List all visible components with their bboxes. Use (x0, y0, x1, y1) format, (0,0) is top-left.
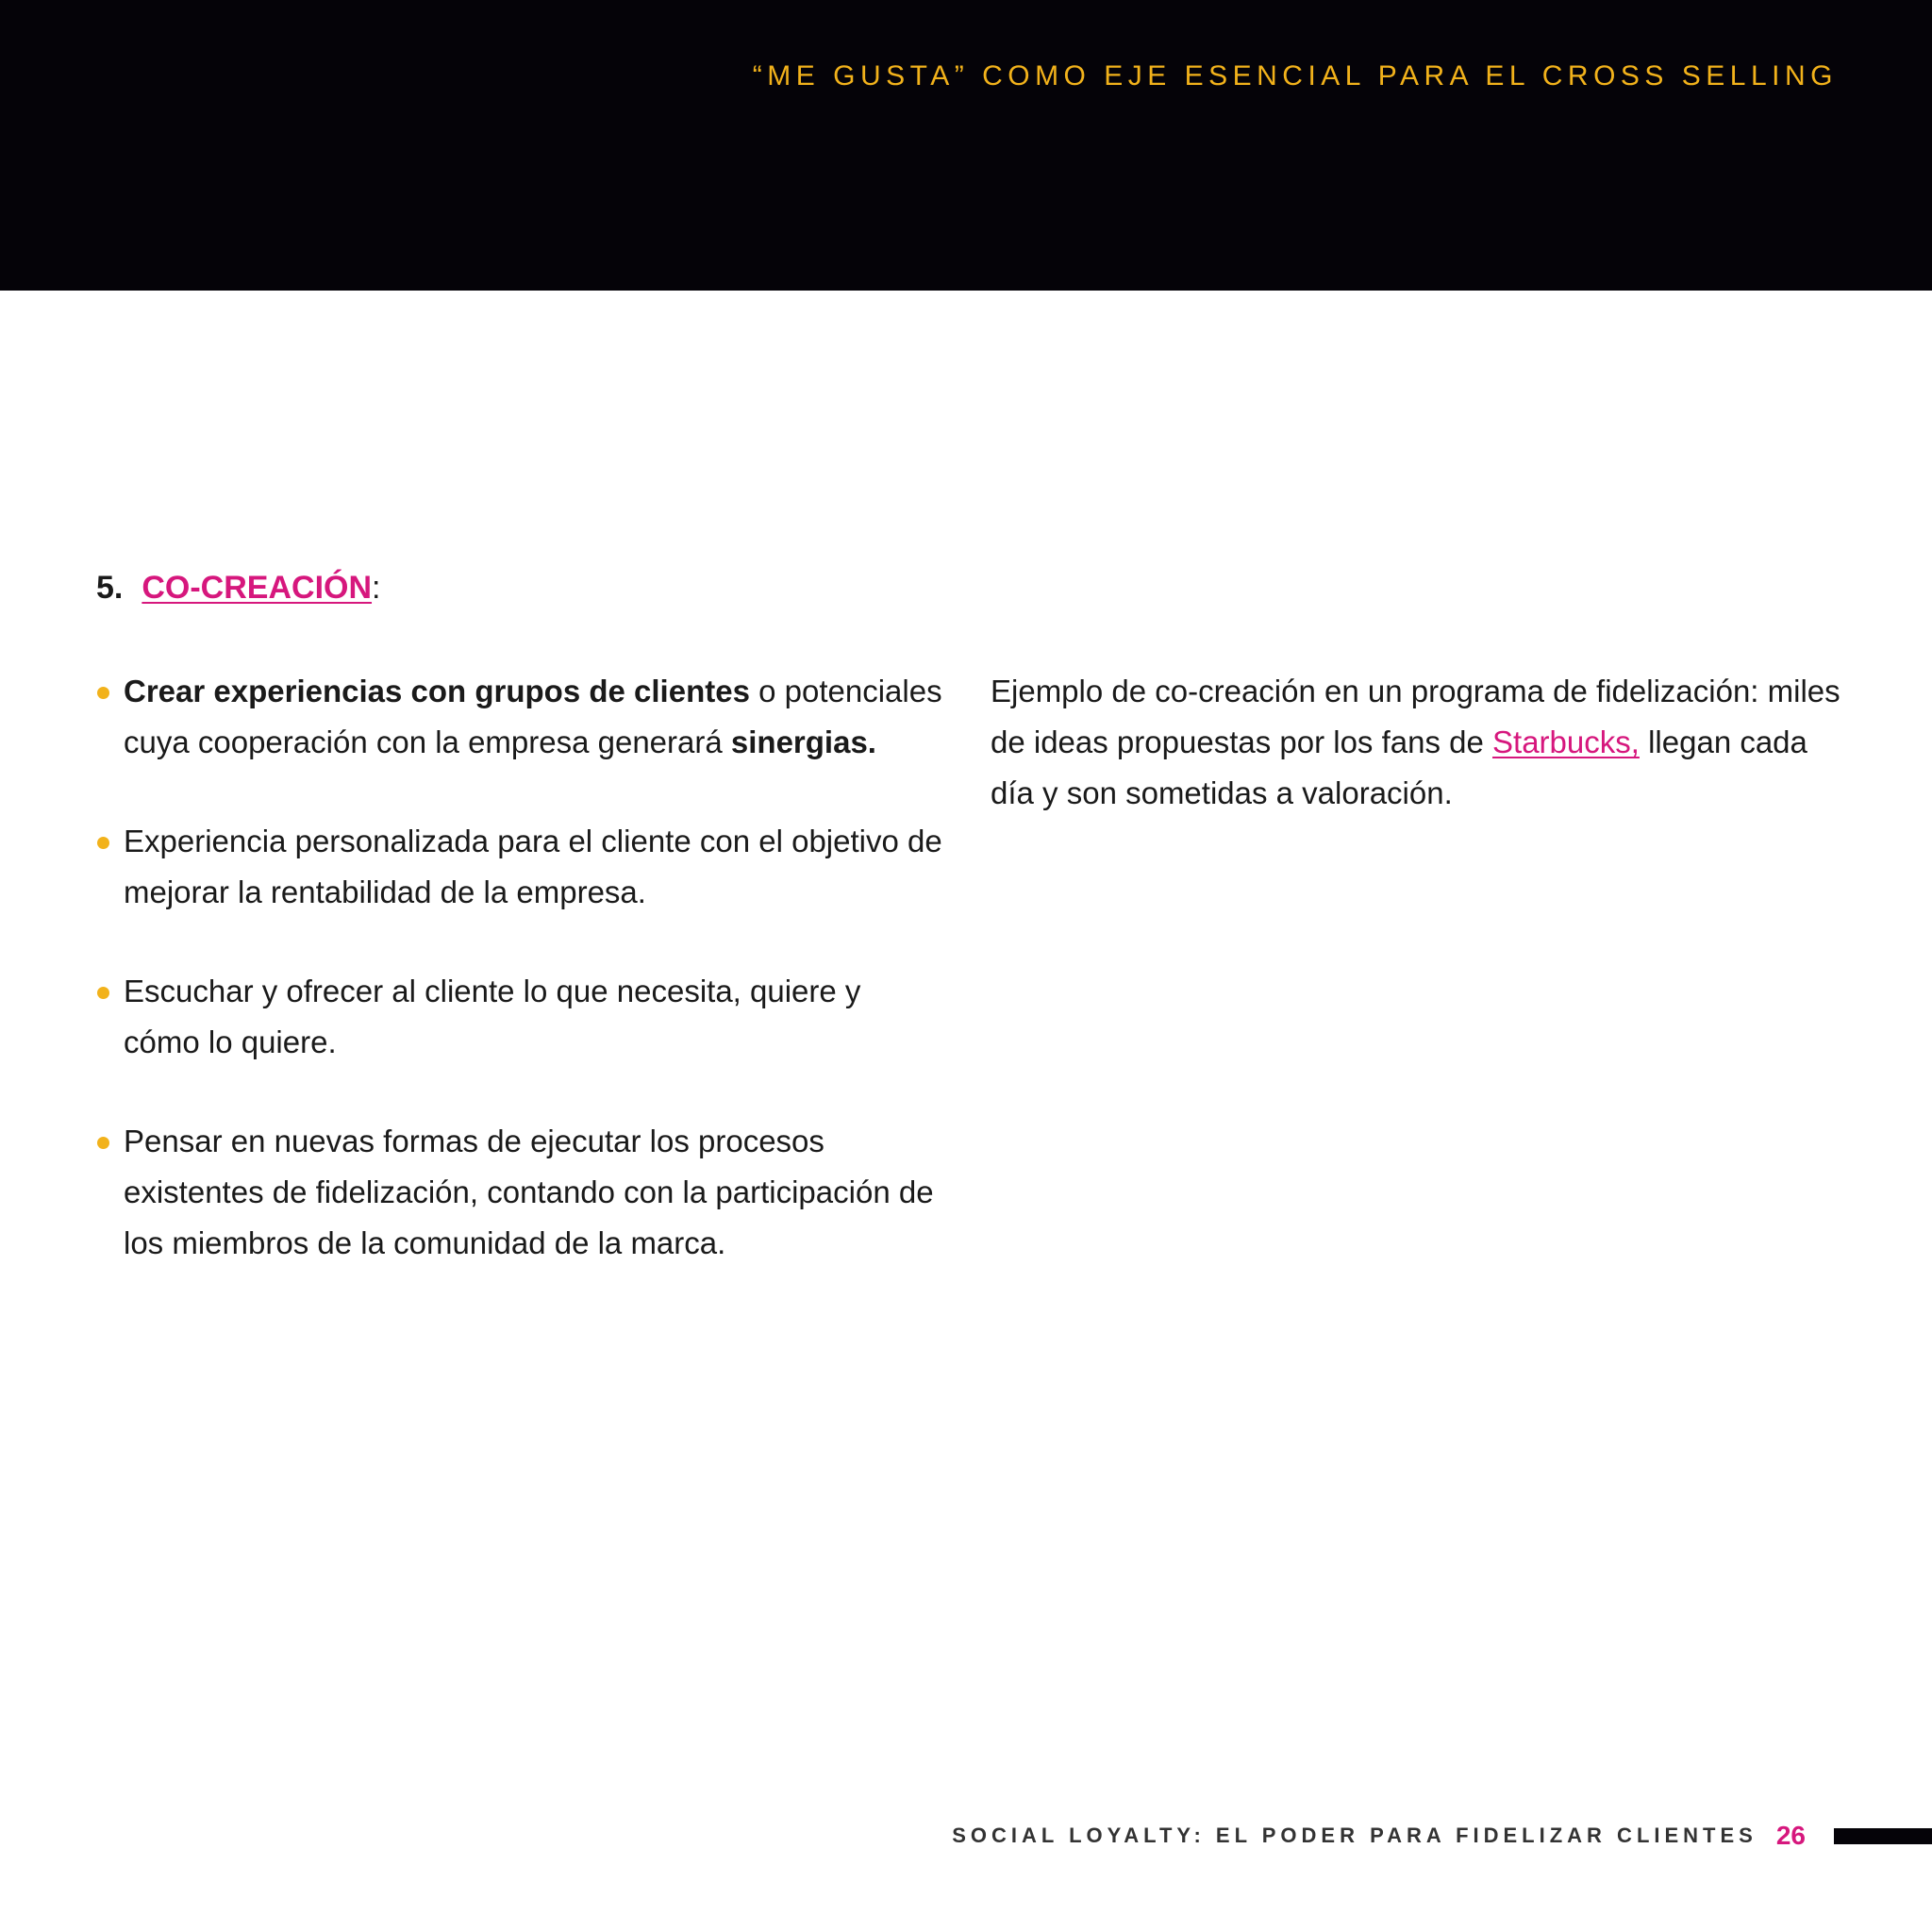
example-text-before: Ejemplo de co-creación en un programa de fidelización: miles de ideas propuestas por los fans de (991, 674, 1840, 759)
section-number: 5. (96, 570, 124, 606)
section-title-link[interactable]: CO-CREACIÓN (142, 570, 373, 606)
bullet-item (96, 666, 945, 768)
page-number: 26 (1775, 1821, 1806, 1850)
bullet-text: Experiencia personalizada para el cliente con el objetivo de mejorar la rentabilidad de la empresa. (124, 824, 942, 909)
bullet-item (96, 966, 945, 1068)
running-title: “ME GUSTA” COMO EJE ESENCIAL PARA EL CROSS SELLING (752, 60, 1838, 92)
footer-bar (1834, 1828, 1932, 1844)
bullet-dot-icon (97, 687, 109, 699)
bullet-bold-text: Crear experiencias con grupos de clientes (124, 674, 750, 708)
section-heading (96, 570, 380, 607)
header-band (0, 0, 1932, 291)
bullet-dot-icon (97, 837, 109, 849)
section-colon: : (372, 570, 381, 606)
bullet-dot-icon (97, 1137, 109, 1149)
footer (952, 1817, 1932, 1855)
bullet-dot-icon (97, 987, 109, 999)
example-text-after: llegan cada día y son sometidas a valoración. (991, 724, 1807, 810)
bullet-item (96, 816, 945, 918)
bullet-item (96, 1116, 945, 1269)
bullet-bold-text: sinergias. (730, 724, 876, 759)
example-paragraph (991, 666, 1858, 819)
bullet-list (96, 666, 945, 1317)
bullet-text: Escuchar y ofrecer al cliente lo que necesita, quiere y cómo lo quiere. (124, 974, 861, 1059)
bullet-text: o potenciales cuya cooperación con la empresa generará (124, 674, 942, 759)
starbucks-link[interactable]: Starbucks, (1492, 724, 1640, 759)
footer-title: SOCIAL LOYALTY: EL PODER PARA FIDELIZAR CLIENTES (952, 1824, 1757, 1847)
bullet-text: Pensar en nuevas formas de ejecutar los procesos existentes de fidelización, contando con la participación de los miembros de la comunidad de la marca. (124, 1124, 934, 1260)
